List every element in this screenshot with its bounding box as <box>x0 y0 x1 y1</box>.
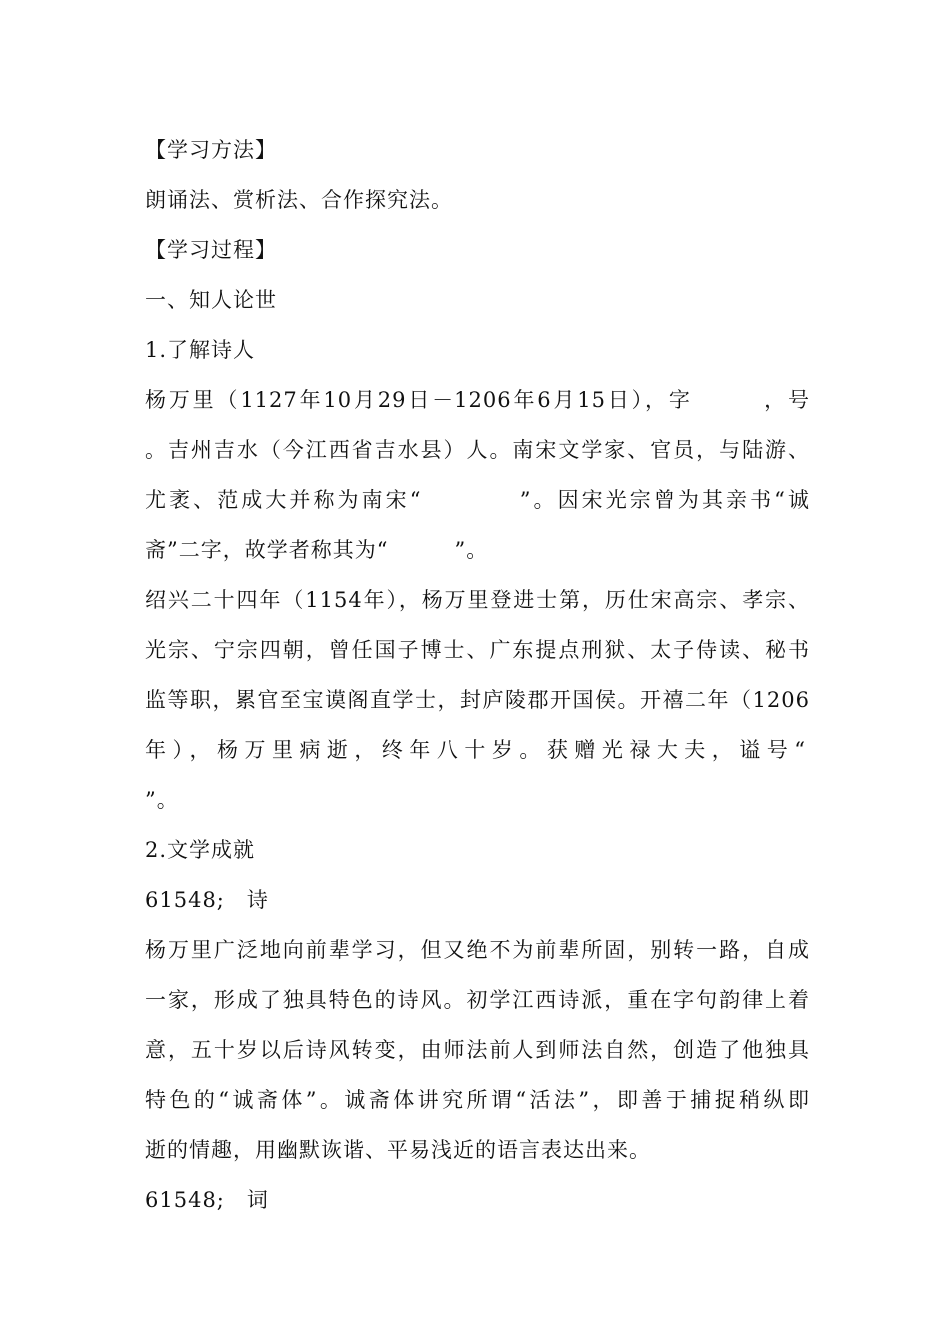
career-line-2: 光宗、宁宗四朝，曾任国子博士、广东提点刑狱、太子侍读、秘书 <box>145 638 810 662</box>
bio-line-2: 。吉州吉水（今江西省吉水县）人。南宋文学家、官员，与陆游、 <box>145 438 810 462</box>
career-line-5: ”。 <box>145 788 179 812</box>
career-line-4: 年），杨万里病逝，终年八十岁。获赠光禄大夫，谥号“ <box>145 738 810 762</box>
poetry-line-4: 特色的“诚斋体”。诚斋体讲究所谓“活法”，即善于捕捉稍纵即 <box>145 1088 810 1112</box>
poetry-line-2: 一家，形成了独具特色的诗风。初学江西诗派，重在字句韵律上着 <box>145 988 810 1012</box>
poetry-line-1: 杨万里广泛地向前辈学习，但又绝不为前辈所固，别转一路，自成 <box>145 938 810 962</box>
study-method-text: 朗诵法、赏析法、合作探究法。 <box>145 188 453 212</box>
heading-study-method: 【学习方法】 <box>145 138 277 162</box>
poetry-line-3: 意，五十岁以后诗风转变，由师法前人到师法自然，创造了他独具 <box>145 1038 810 1062</box>
bullet-poetry: 61548; 诗 <box>145 888 269 912</box>
career-line-1: 绍兴二十四年（1154年），杨万里登进士第，历仕宋高宗、孝宗、 <box>145 588 810 612</box>
bio-line-1: 杨万里（1127年10月29日－1206年6月15日），字 ，号 <box>145 388 810 412</box>
heading-study-process: 【学习过程】 <box>145 238 277 262</box>
subheading-poet: 1.了解诗人 <box>145 338 256 362</box>
section-heading-know-author: 一、知人论世 <box>145 288 277 312</box>
poetry-line-5: 逝的情趣，用幽默诙谐、平易浅近的语言表达出来。 <box>145 1138 651 1162</box>
bio-line-3: 尤袤、范成大并称为南宋“ ”。因宋光宗曾为其亲书“诚 <box>145 488 810 512</box>
bio-line-4: 斋”二字，故学者称其为“ ”。 <box>145 538 489 562</box>
career-line-3: 监等职，累官至宝谟阁直学士，封庐陵郡开国侯。开禧二年（1206 <box>145 688 810 712</box>
subheading-literary-achievement: 2.文学成就 <box>145 838 256 862</box>
bullet-ci: 61548; 词 <box>145 1188 269 1212</box>
